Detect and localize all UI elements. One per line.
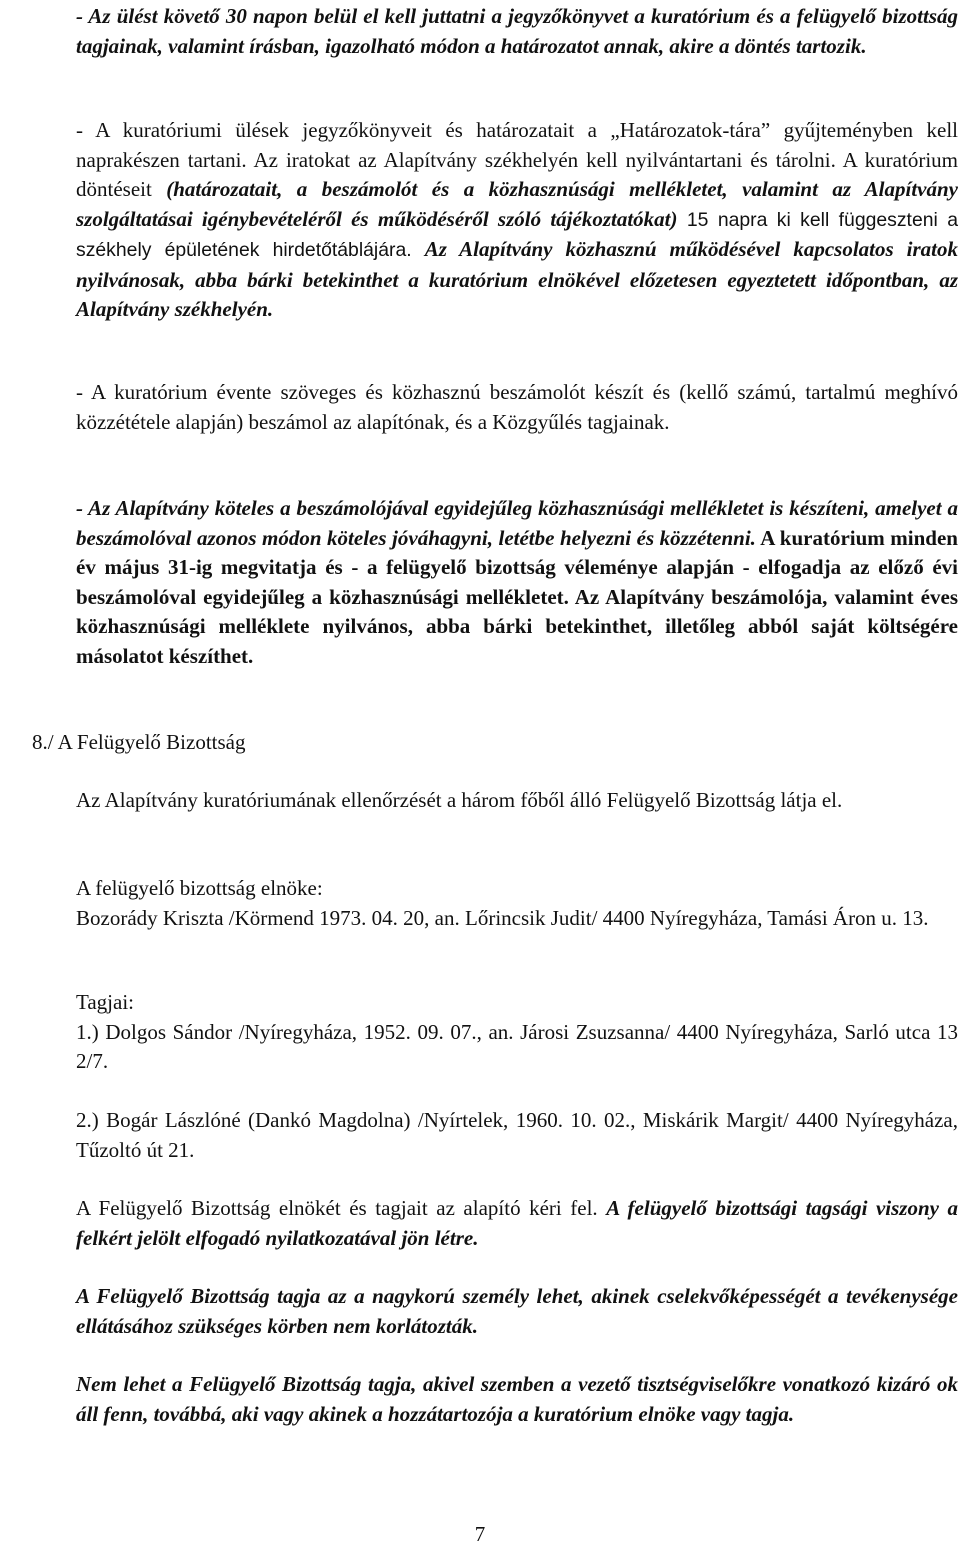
paragraph-board-eligibility: A Felügyelő Bizottság tagja az a nagykorú személy lehet, akinek cselekvőképességét a tevékenysége ellátásához szükséges körben nem korlátozták. — [76, 1284, 958, 1338]
page-number: 7 — [474, 1522, 486, 1546]
paragraph-minutes-delivery: - Az ülést követő 30 napon belül el kell juttatni a jegyzőkönyvet a kuratórium és a felügyelő bizottság tagjainak, valamint írásban, igazolható módon a határozatot annak, akire a döntés tartozik. — [76, 4, 958, 58]
board-member-1: 1.) Dolgos Sándor /Nyíregyháza, 1952. 09. 07., an. Járosi Zsuzsanna/ 4400 Nyíregyháza, Sarló utca 13 2/7. — [76, 1019, 958, 1073]
paragraph-records-keeping — [76, 116, 958, 325]
records-public-emphasis: Az Alapítvány közhasznú működésével kapcsolatos iratok nyilvánosak, abba bárki betekinthet a kuratórium elnökével előzetesen egyeztetett időpontban, az Alapítvány székhelyén. — [76, 237, 959, 321]
board-chair-block — [76, 874, 958, 933]
board-members-block — [76, 988, 958, 1077]
paragraph-annual-report: - A kuratórium évente szöveges és közhasznú beszámolót készít és (kellő számú, tartalmú meghívó közzététele alapján) beszámol az alapítónak, és a Közgyűlés tagjainak. — [76, 380, 958, 434]
board-member-2: 2.) Bogár Lászlóné (Dankó Magdolna) /Nyírtelek, 1960. 10. 02., Miskárik Margit/ 4400 Nyíregyháza, Tűzoltó út 21. — [76, 1108, 958, 1162]
paragraph-board-appointment — [76, 1194, 958, 1253]
records-intro-text: - A kuratóriumi ülések jegyzőkönyveit és határozatait a „Határozatok-tára” gyűjteményben kell naprakészen tartani. Az iratokat az Alapítvány székhelyén kell nyilvántartani és tárolni. A kuratórium döntéseit — [76, 118, 958, 201]
board-chair-details: Bozorády Kriszta /Körmend 1973. 04. 20, an. Lőrincsik Judit/ 4400 Nyíregyháza, Tamási Áron u. 13. — [76, 905, 929, 930]
records-decisions-emphasis: (határozatait, a beszámolót és a közhasznúsági mellékletet, valamint az Alapítvány szolgáltatásai igénybevételéről és működéséről szóló tájékoztatókat) — [76, 177, 958, 231]
appointment-text: A Felügyelő Bizottság elnökét és tagjait az alapító kéri fel. — [76, 1196, 607, 1220]
board-members-label: Tagjai: — [76, 990, 135, 1014]
board-chair-label: A felügyelő bizottság elnöke: — [76, 876, 323, 900]
section-heading-supervisory-board: 8./ A Felügyelő Bizottság — [32, 730, 246, 754]
paragraph-board-oversight: Az Alapítvány kuratóriumának ellenőrzését a három főből álló Felügyelő Bizottság látja el. — [76, 788, 843, 812]
annex-approval-text: A kuratórium minden év május 31-ig megvitatja és - a felügyelő bizottság véleménye alapján - elfogadja az előző évi beszámolóval egyidejűleg a közhasznúsági mellékletet. Az Alapítvány beszámolója, valamint éves közhasznúsági melléklete nyilvános, abba bárki betekinthet, illetőleg abból saját költségére másolatot készíthet. — [76, 525, 958, 668]
records-posting-text: 15 napra ki kell függeszteni a székhely épületének hirdetőtáblájára. — [76, 208, 958, 261]
appointment-acceptance-emphasis: A felügyelő bizottsági tagsági viszony a felkért jelölt elfogadó nyilatkozatával jön létre. — [76, 1196, 958, 1250]
annex-obligation-text: - Az Alapítvány köteles a beszámolójával egyidejűleg közhasznúsági mellékletet is készíteni, amelyet a beszámolóval azonos módon köteles jóváhagyni, letétbe helyezni és közzétenni. — [76, 496, 958, 550]
paragraph-board-exclusion: Nem lehet a Felügyelő Bizottság tagja, akivel szemben a vezető tisztségviselőkre vonatkozó kizáró ok áll fenn, továbbá, aki vagy akinek a hozzátartozója a kuratórium elnöke vagy tagja. — [76, 1372, 958, 1426]
paragraph-public-benefit-annex — [76, 494, 958, 671]
